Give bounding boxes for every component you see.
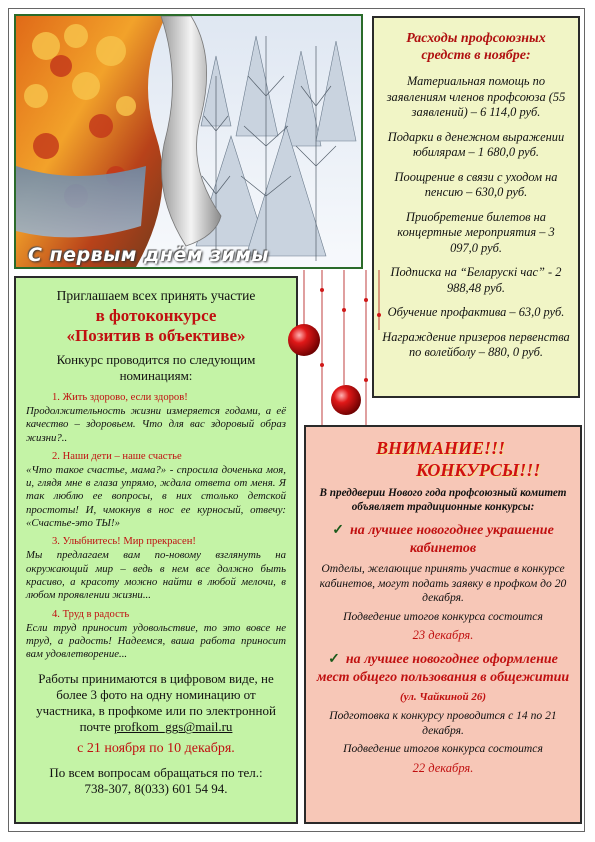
nomination-text: Продолжительность жизни измеряется годами, а её качество – здоровьем. Что для вас здоровый образ жизни?.. xyxy=(26,405,286,444)
autumn-winter-illustration xyxy=(16,16,361,267)
contest-dorm-title xyxy=(316,651,570,687)
attention-title-line1: ВНИМАНИЕ!!! xyxy=(376,438,506,458)
contest-office-result: Подведение итогов конкурса состоится xyxy=(343,609,543,623)
email-link[interactable]: profkom_ggs@mail.ru xyxy=(113,719,233,735)
contest-office-text: Отделы, желающие принять участие в конкурсе кабинетов, могут подать заявку в профком до 20 декабря. xyxy=(319,562,567,604)
dorm-address: (ул. Чайкиной 26) xyxy=(399,691,487,703)
contest-dorm-result: Подведение итогов конкурса состоится xyxy=(343,742,543,755)
expenses-box xyxy=(372,16,580,398)
photo-contest-box xyxy=(14,276,298,824)
contest-title-line2: «Позитив в объективе» xyxy=(66,326,246,345)
contest-dorm-title-text: на лучшее новогоднее оформление мест общего пользования в общежитии xyxy=(316,652,570,685)
contact-line1: По всем вопросам обращаться по тел.: xyxy=(49,765,263,781)
attention-box xyxy=(304,425,582,824)
expense-item: Материальная помощь по заявлениям членов профсоюза (55 заявлений) – 6 114,0 руб. xyxy=(386,74,566,119)
expense-item: Приобретение билетов на концертные мероприятия – 3 097,0 руб. xyxy=(397,209,555,255)
contest-dorm-prep: Подготовка к конкурсу проводится с 14 по 21 декабря. xyxy=(329,709,557,737)
attention-intro: В преддверии Нового года профсоюзный комитет объявляет традиционные конкурсы: xyxy=(319,487,567,513)
contest-dorm-date: 22 декабря. xyxy=(412,760,474,775)
submission-text: Работы принимаются в цифровом виде, не более 3 фото на одну номинацию от участника, в профкоме или по электронной почте xyxy=(36,671,276,735)
attention-title xyxy=(316,437,570,481)
expense-item: Поощрение в связи с уходом на пенсию – 630,0 руб. xyxy=(394,169,558,199)
expense-item: Подарки в денежном выражении юбилярам – 1 680,0 руб. xyxy=(387,129,565,159)
expense-item: Обучение профактива – 63,0 руб. xyxy=(387,305,565,319)
contest-office-date: 23 декабря. xyxy=(412,628,474,642)
ornament-ball-icon xyxy=(331,385,361,415)
nomination-text: Мы предлагаем вам по-новому взглянуть на окружающий мир – ведь в нем все должно быть красиво, а красоту можно найти в любой мелочи, в любом проявлении жизни... xyxy=(26,549,286,602)
attention-title-line2: КОНКУРСЫ!!! xyxy=(416,460,541,480)
checkmark-icon: ✓ xyxy=(328,652,340,667)
nomination-heading: 4. Труд в радость xyxy=(52,608,130,620)
contest-title-line1: в фотоконкурсе xyxy=(95,306,217,325)
nomination-text: «Что такое счастье, мама?» - спросила доченька моя, и, глядя мне в глаза упрямо, ждала ответа от меня. Я так люблю ее вопросы, в них столько детской простоты! И, чмокнув в нос ее курносый, отвечу: «Счастье-это ТЫ!» xyxy=(26,463,286,530)
expense-item: Награждение призеров первенства по волейболу – 880, 0 руб. xyxy=(382,329,570,359)
nomination-text: Если труд приносит удовольствие, то это вовсе не труд, а радость! Надеемся, ваша работа приносит вам удовлетворение... xyxy=(26,621,286,661)
submission-info xyxy=(26,671,286,735)
contest-invite: Приглашаем всех принять участие xyxy=(56,288,256,303)
nomination-heading: 1. Жить здорово, если здоров! xyxy=(52,392,188,403)
ornament-ball-icon xyxy=(288,324,320,356)
contest-office-title-text: на лучшее новогоднее украшение кабинетов xyxy=(349,523,554,556)
nominations-intro: Конкурс проводится по следующим номинациям: xyxy=(56,352,256,383)
checkmark-icon: ✓ xyxy=(332,523,344,538)
contact-phones: 738-307, 8(033) 601 54 94. xyxy=(84,781,228,797)
nomination-heading: 2. Наши дети – наше счастье xyxy=(52,450,182,462)
hero-image xyxy=(14,14,363,269)
contest-office-title xyxy=(316,522,570,558)
contest-dates: с 21 ноября по 10 декабря. xyxy=(77,741,235,757)
nomination-heading: 3. Улыбнитесь! Мир прекрасен! xyxy=(52,536,196,548)
hero-caption: С первым днём зимы xyxy=(28,244,270,266)
expenses-title: Расходы профсоюзных средств в ноябре: xyxy=(406,31,546,63)
expense-item: Подписка на “Беларускі час” - 2 988,48 руб. xyxy=(390,265,562,295)
